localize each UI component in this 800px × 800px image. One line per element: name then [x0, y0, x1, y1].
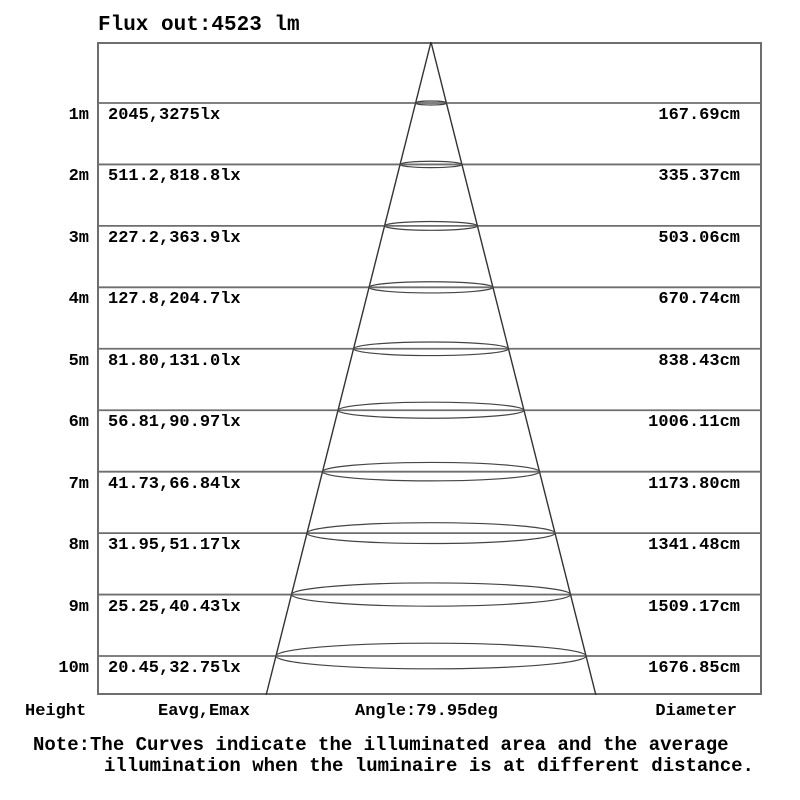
column-label-height: Height — [25, 702, 87, 721]
row-eavg-emax-value: 227.2,363.9lx — [108, 228, 241, 248]
row-height-label: 9m — [68, 597, 89, 617]
row-eavg-emax-value: 25.25,40.43lx — [108, 597, 241, 617]
row-eavg-emax-value: 41.73,66.84lx — [108, 474, 241, 494]
row-diameter-value: 503.06cm — [658, 228, 740, 248]
row-eavg-emax-value: 511.2,818.8lx — [108, 167, 241, 187]
flux-output-label: Flux out:4523 lm — [98, 14, 300, 37]
row-height-label: 5m — [68, 351, 89, 371]
row-diameter-value: 1341.48cm — [648, 536, 740, 556]
row-diameter-value: 1173.80cm — [648, 474, 740, 494]
row-diameter-value: 1006.11cm — [648, 413, 740, 433]
row-diameter-value: 167.69cm — [658, 106, 740, 125]
row-eavg-emax-value: 31.95,51.17lx — [108, 536, 241, 556]
row-height-label: 3m — [68, 228, 89, 248]
row-eavg-emax-value: 2045,3275lx — [108, 106, 221, 125]
row-diameter-value: 335.37cm — [658, 167, 740, 187]
row-height-label: 4m — [68, 290, 89, 310]
row-height-label: 2m — [68, 167, 89, 187]
row-height-label: 6m — [68, 413, 89, 433]
column-label-eavg-emax: Eavg,Emax — [158, 702, 250, 721]
note-line-2: illumination when the luminaire is at different distance. — [104, 755, 754, 777]
row-diameter-value: 1509.17cm — [648, 597, 740, 617]
row-height-label: 1m — [68, 106, 89, 125]
row-height-label: 10m — [58, 658, 89, 678]
column-label-diameter: Diameter — [655, 702, 737, 721]
row-eavg-emax-value: 56.81,90.97lx — [108, 413, 241, 433]
row-diameter-value: 670.74cm — [658, 290, 740, 310]
row-diameter-value: 838.43cm — [658, 351, 740, 371]
row-eavg-emax-value: 127.8,204.7lx — [108, 290, 241, 310]
row-diameter-value: 1676.85cm — [648, 658, 740, 678]
row-eavg-emax-value: 81.80,131.0lx — [108, 351, 241, 371]
row-eavg-emax-value: 20.45,32.75lx — [108, 658, 241, 678]
note-line-1: Note:The Curves indicate the illuminated area and the average — [33, 734, 729, 756]
row-height-label: 7m — [68, 474, 89, 494]
row-height-label: 8m — [68, 536, 89, 556]
beam-angle-label: Angle:79.95deg — [355, 702, 498, 721]
